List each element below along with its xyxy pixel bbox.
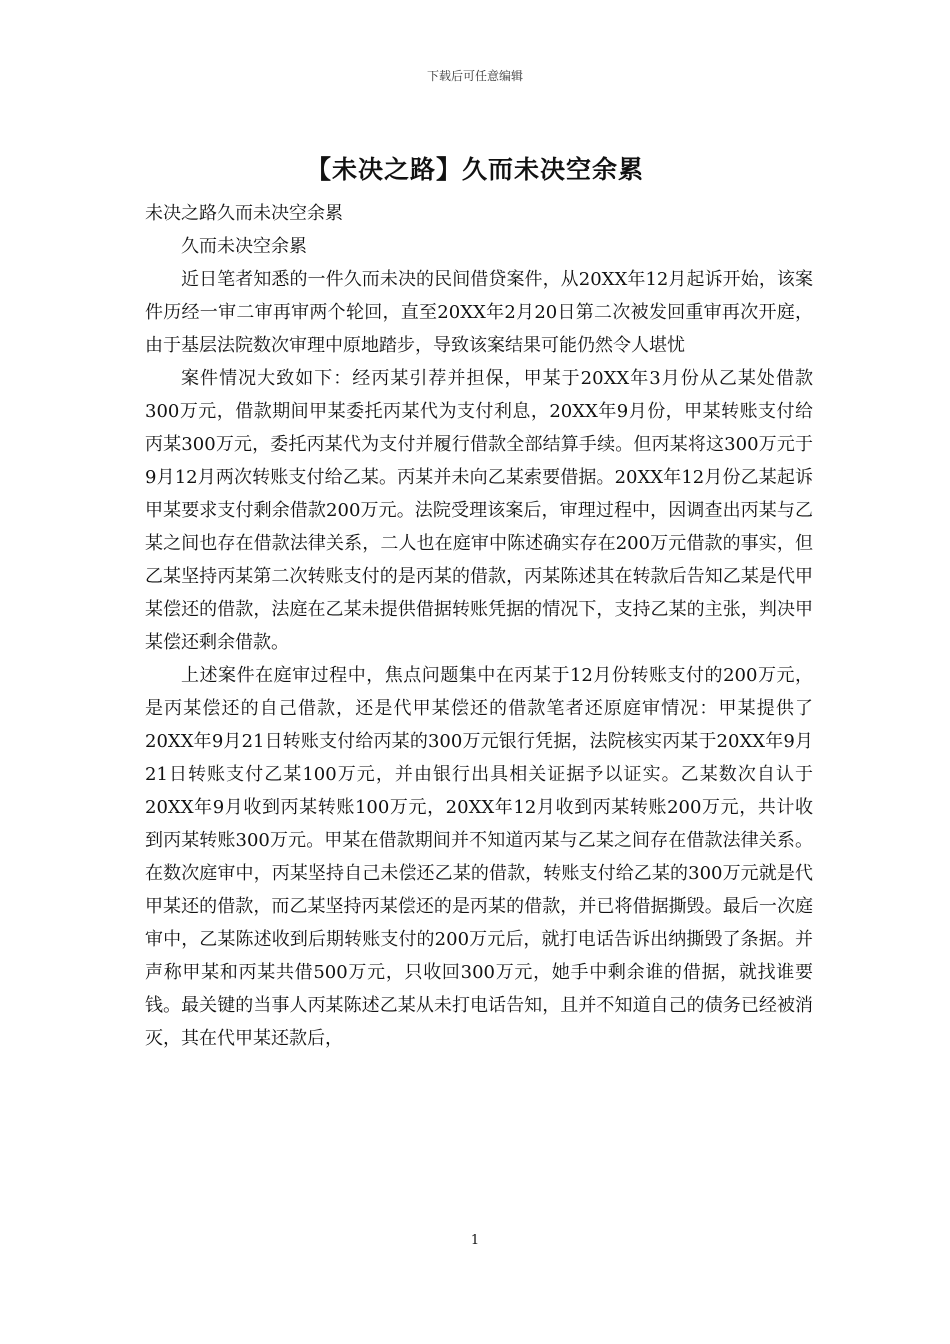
document-title: 【未决之路】久而未决空余累	[305, 155, 644, 184]
section-heading: 久而未决空余累	[181, 236, 307, 257]
page-header: 下载后可任意编辑	[426, 69, 523, 83]
body-paragraph: 案件情况大致如下：经丙某引荐并担保，甲某于20XX年3月份从乙某处借款300万元，借款期间甲某委托丙某代为支付利息，20XX年9月份，甲某转账支付给丙某300万元，委托丙某代为支付并履行借款全部结算手续。但丙某将这300万元于9月12月两次转账支付给乙某。丙某并未向乙某索要借据。20XX年12月份乙某起诉甲某要求支付剩余借款200万元。法院受理该案后，审理过程中，因调查出丙某与乙某之间也存在借款法律关系，二人也在庭审中陈述确实存在200万元借款的事实，但乙某坚持丙某第二次转账支付的是丙某的借款，丙某陈述其在转款后告知乙某是代甲某偿还的借款，法庭在乙某未提供借据转账凭据的情况下，支持乙某的主张，判决甲某偿还剩余借款。	[145, 368, 813, 653]
page-number: 1	[470, 1233, 480, 1248]
body-paragraph: 上述案件在庭审过程中，焦点问题集中在丙某于12月份转账支付的200万元，是丙某偿还的自己借款，还是代甲某偿还的借款笔者还原庭审情况：甲某提供了20XX年9月21日转账支付给丙某的300万元银行凭据，法院核实丙某于20XX年9月21日转账支付乙某100万元，并由银行出具相关证据予以证实。乙某数次自认于20XX年9月收到丙某转账100万元，20XX年12月收到丙某转账200万元，共计收到丙某转账300万元。甲某在借款期间并不知道丙某与乙某之间存在借款法律关系。在数次庭审中，丙某坚持自己未偿还乙某的借款，转账支付给乙某的300万元就是代甲某还的借款，而乙某坚持丙某偿还的是丙某的借款，并已将借据撕毁。最后一次庭审中，乙某陈述收到后期转账支付的200万元后，就打电话告诉出纳撕毁了条据。并声称甲某和丙某共借500万元，只收回300万元，她手中剩余谁的借据，就找谁要钱。最关键的当事人丙某陈述乙某从未打电话告知，且并不知道自己的债务已经被消灭，其在代甲某还款后，	[145, 665, 813, 1049]
subtitle-line: 未决之路久而未决空余累	[145, 203, 343, 224]
document-body	[145, 197, 813, 1055]
body-paragraph: 近日笔者知悉的一件久而未决的民间借贷案件，从20XX年12月起诉开始，该案件历经一审二审再审两个轮回，直至20XX年2月20日第二次被发回重审再次开庭，由于基层法院数次审理中原地踏步，导致该案结果可能仍然令人堪忧	[145, 269, 813, 356]
